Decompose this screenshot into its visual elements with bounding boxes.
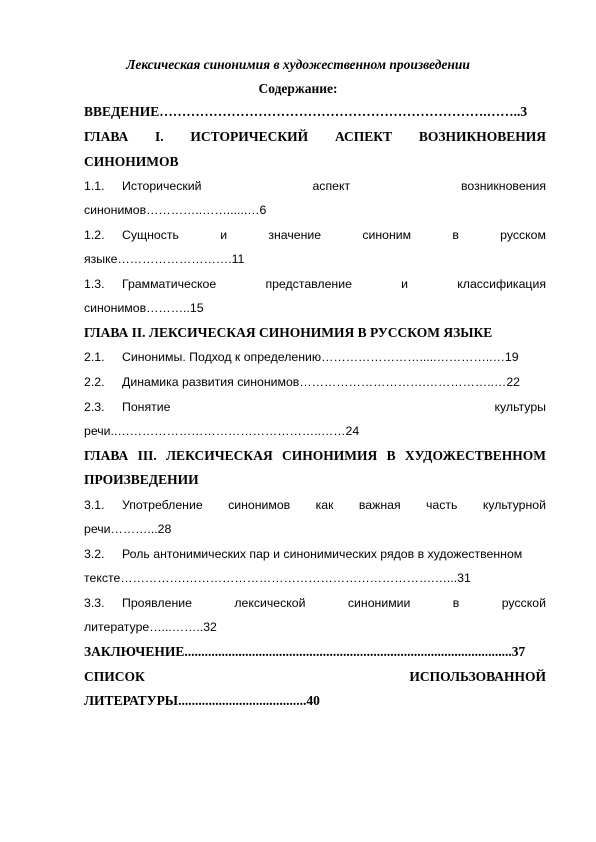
- word: синонимов: [228, 498, 291, 512]
- toc-chapter-1-cont: СИНОНИМОВ: [84, 154, 179, 169]
- word: в: [452, 596, 460, 610]
- toc-section-3-3-cont: литературе…...……..32: [84, 620, 217, 634]
- toc-section-2-3: [84, 399, 546, 416]
- word: СИНОНИМИЯ: [282, 448, 378, 463]
- section-number: 2.2.: [84, 375, 105, 389]
- word: III.: [137, 448, 157, 463]
- word: Понятие: [122, 400, 171, 414]
- section-words: [122, 276, 546, 293]
- word: важная: [358, 498, 401, 512]
- word: ХУДОЖЕСТВЕННОМ: [404, 448, 546, 463]
- word: Употребление: [122, 498, 203, 512]
- toc-references-cont: ЛИТЕРАТУРЫ......................................40: [84, 693, 320, 708]
- toc-chapter-2-heading: ГЛАВА II. ЛЕКСИЧЕСКАЯ СИНОНИМИЯ В РУССКОМ ЯЗЫКЕ: [84, 325, 493, 340]
- toc-section-2-3-cont: речи..…………………………………………..……24: [84, 424, 360, 438]
- toc-section-3-1-cont: речи………...28: [84, 522, 172, 536]
- section-number: 3.3.: [84, 596, 105, 610]
- word: ГЛАВА: [84, 448, 129, 463]
- word: ВОЗНИКНОВЕНИЯ: [418, 129, 546, 144]
- section-number: 2.3.: [84, 400, 105, 414]
- word: русской: [501, 596, 546, 610]
- section-number: 1.1.: [84, 179, 105, 193]
- word: I.: [155, 129, 164, 144]
- word: синоним: [362, 228, 412, 242]
- toc-section-1-2: [84, 227, 546, 244]
- word: аспект: [312, 179, 351, 193]
- word: в: [452, 228, 459, 242]
- section-number: 3.1.: [84, 498, 105, 512]
- section-words: [122, 497, 546, 514]
- word: АСПЕКТ: [334, 129, 393, 144]
- toc-references: [84, 668, 546, 685]
- toc-chapter-3-cont: ПРОИЗВЕДЕНИИ: [84, 472, 199, 487]
- section-number: 1.2.: [84, 228, 105, 242]
- section-number: 3.2.: [84, 547, 105, 561]
- toc-section-2-2: [84, 374, 546, 391]
- toc-section-3-3: [84, 595, 546, 612]
- contents-heading: Содержание:: [258, 81, 338, 96]
- word: ГЛАВА: [84, 129, 129, 144]
- word: возникновения: [461, 179, 546, 193]
- word: значение: [268, 228, 322, 242]
- toc-section-3-2-cont: тексте…………….…………………………………………………….…...31: [84, 571, 471, 585]
- word: лексической: [234, 596, 306, 610]
- word: представление: [265, 277, 352, 291]
- section-words: [122, 399, 546, 416]
- toc-chapter-3-heading: [84, 447, 546, 464]
- section-number: 1.3.: [84, 277, 105, 291]
- word: ИСТОРИЧЕСКИЙ: [190, 129, 309, 144]
- word: В: [386, 448, 396, 463]
- word: Исторический: [122, 179, 202, 193]
- toc-section-1-3: [84, 276, 546, 293]
- document-title: Лексическая синонимия в художественном произведении: [126, 57, 470, 72]
- word: Проявление: [122, 596, 192, 610]
- word: СПИСОК: [84, 669, 145, 684]
- word: Сущность: [122, 228, 179, 242]
- toc-section-2-1: [84, 349, 546, 366]
- section-words: [122, 178, 546, 195]
- word: ИСПОЛЬЗОВАННОЙ: [409, 669, 546, 684]
- word: и: [401, 277, 409, 291]
- word: классификация: [457, 277, 546, 291]
- section-text: Динамика развития синонимов………………………….……………..…22: [122, 375, 521, 389]
- word: Грамматическое: [122, 277, 217, 291]
- toc-chapter-1-heading: [84, 128, 546, 145]
- word: синонимии: [347, 596, 411, 610]
- section-text: Роль антонимических пар и синонимических рядов в художественном: [122, 547, 523, 561]
- toc-section-3-1: [84, 497, 546, 514]
- word: культурной: [482, 498, 546, 512]
- toc-intro: ВВЕДЕНИЕ……………………………………………………………….……..3: [84, 104, 528, 119]
- toc-conclusion: ЗАКЛЮЧЕНИЕ.................................................................................................37: [84, 644, 526, 659]
- word: ЛЕКСИЧЕСКАЯ: [166, 448, 273, 463]
- toc-section-3-2: [84, 546, 546, 563]
- toc-section-1-1-cont: синонимов…………..……......…6: [84, 203, 267, 217]
- toc-section-1-1: [84, 178, 546, 195]
- section-words: [122, 227, 546, 244]
- word: культуры: [494, 400, 546, 414]
- toc-section-1-2-cont: языке……………………….11: [84, 252, 245, 266]
- section-words: [122, 595, 546, 612]
- word: и: [220, 228, 228, 242]
- word: русском: [500, 228, 546, 242]
- word: часть: [426, 498, 458, 512]
- toc-section-1-3-cont: синонимов………..15: [84, 301, 204, 315]
- word: как: [315, 498, 334, 512]
- section-text: Синонимы. Подход к определению…………………….....…………..…19: [122, 350, 519, 364]
- section-number: 2.1.: [84, 350, 105, 364]
